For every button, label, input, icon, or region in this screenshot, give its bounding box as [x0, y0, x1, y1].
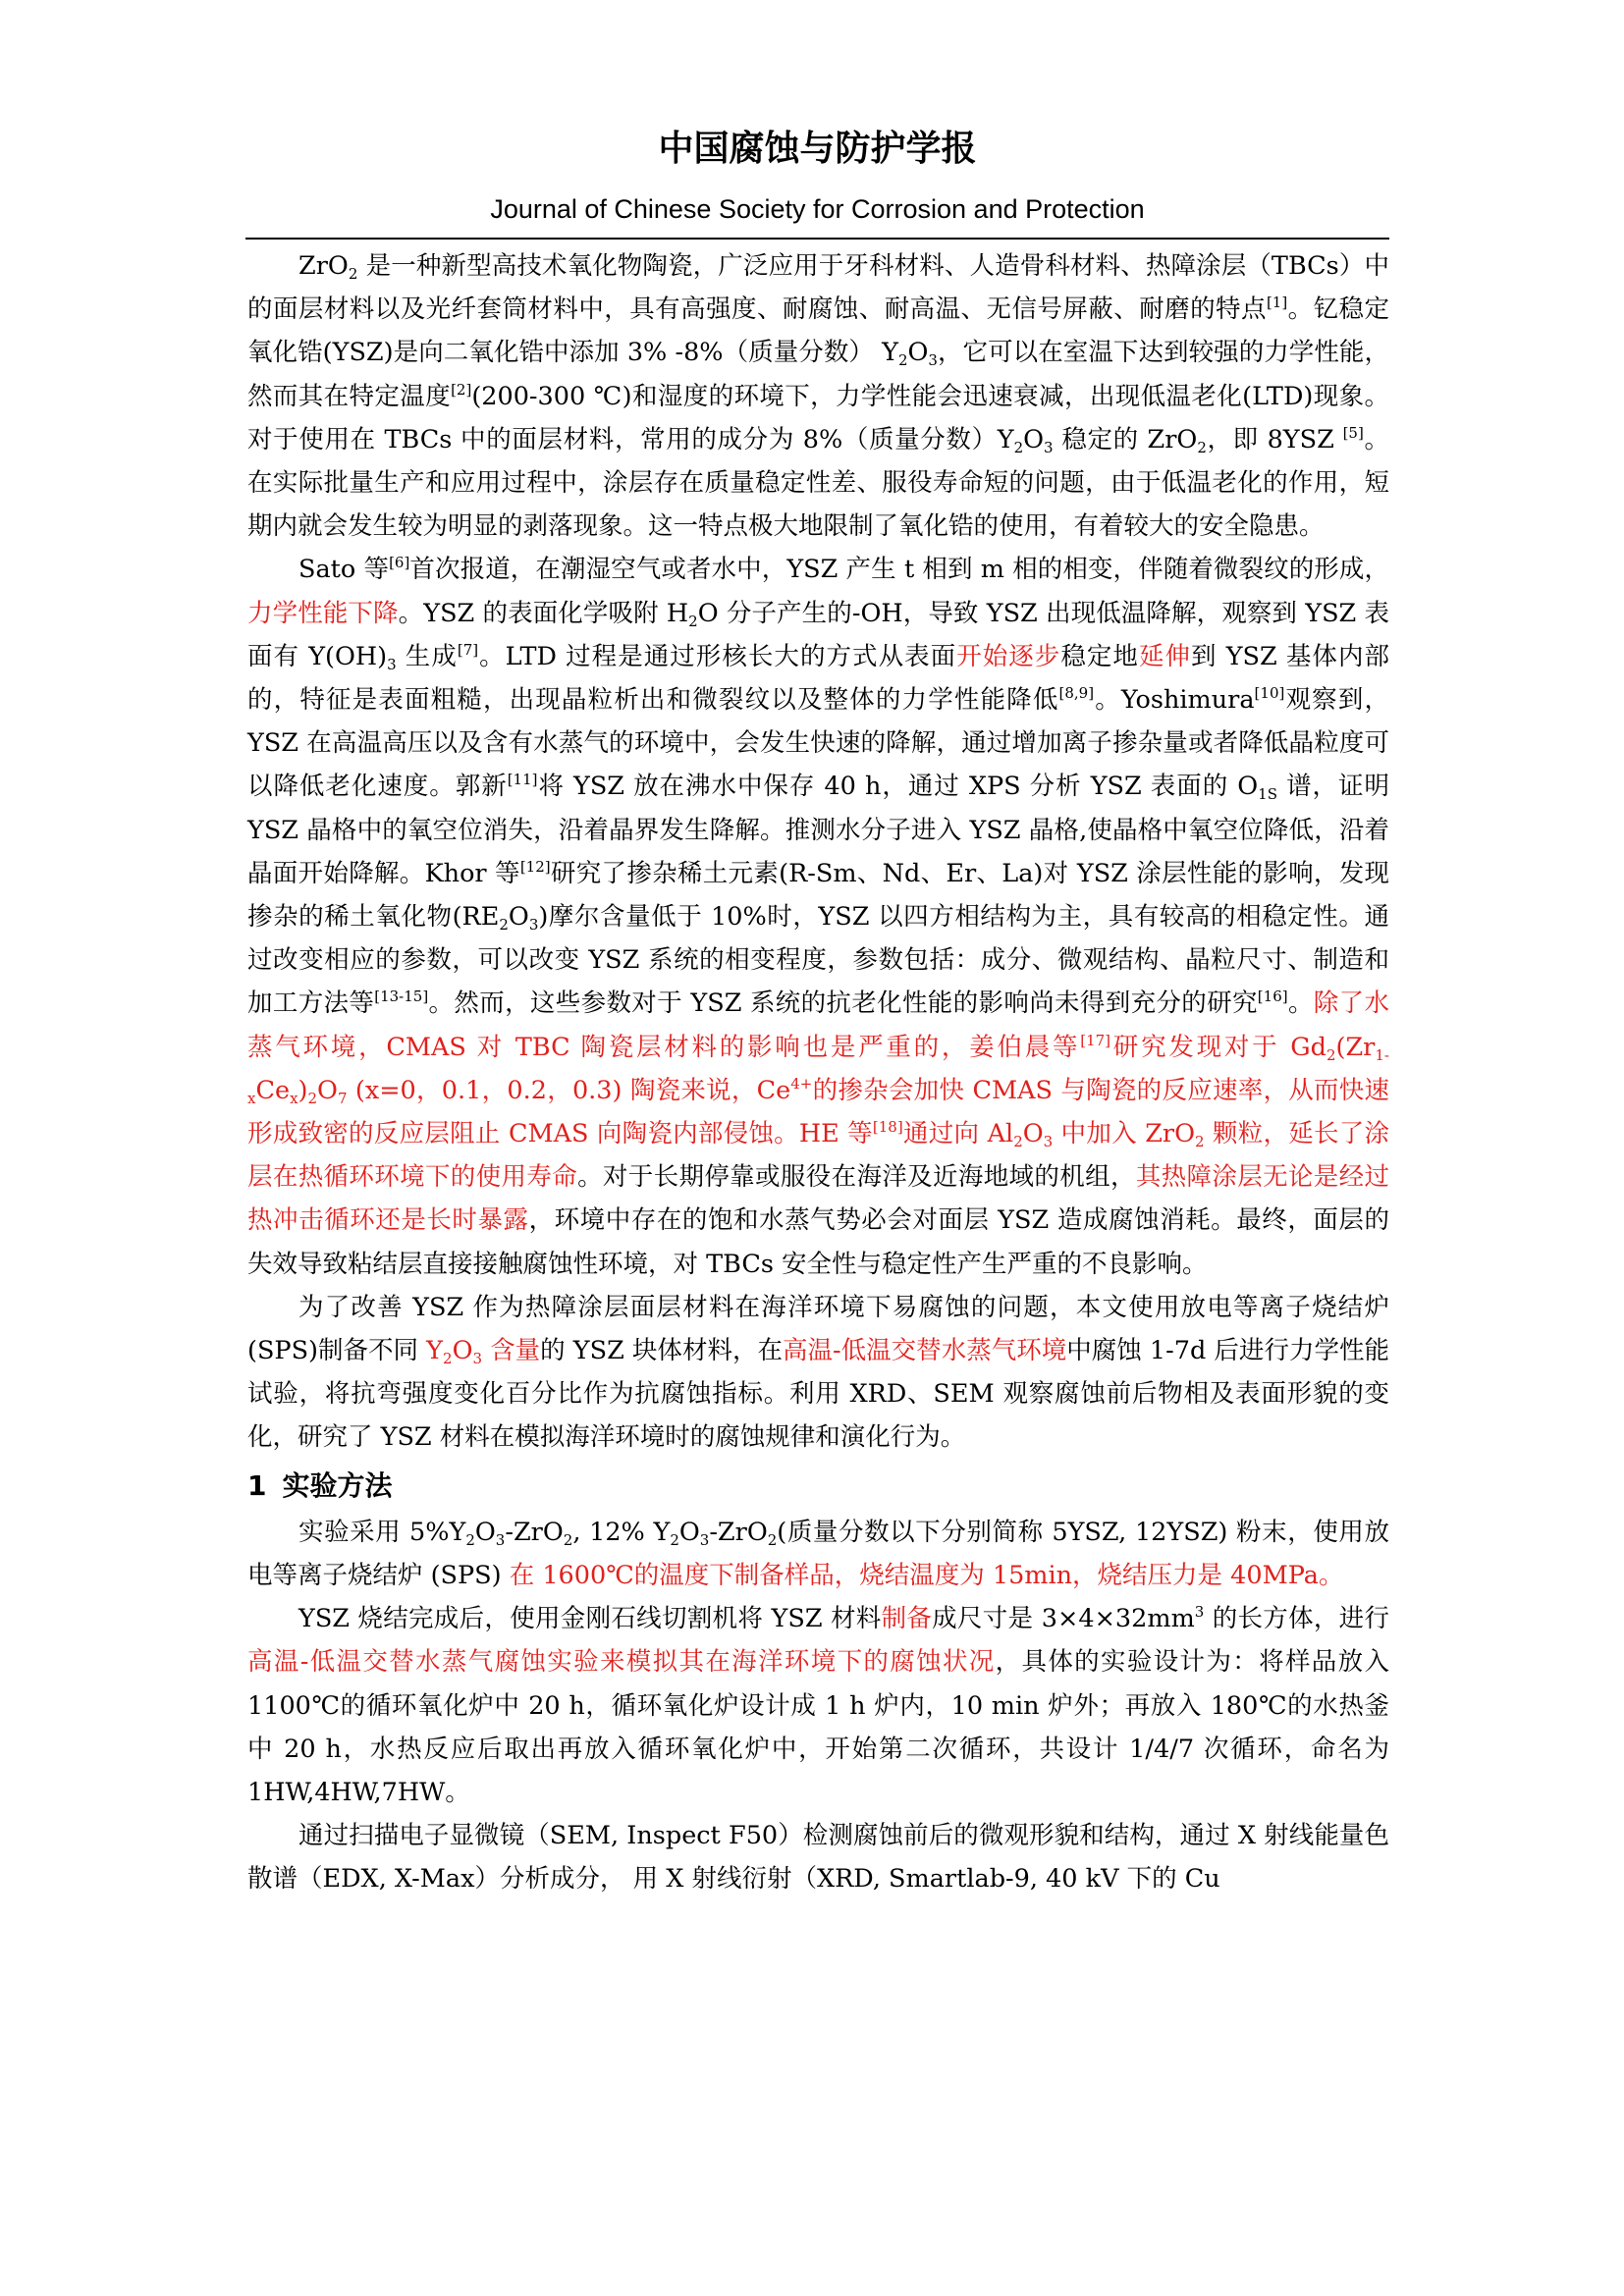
text-run: 的 YSZ 块体材料，在: [540, 1336, 783, 1366]
section-number: 1: [247, 1468, 267, 1502]
text-run: 生成: [396, 641, 458, 671]
highlighted-text-run: 通过向 Al: [902, 1119, 1014, 1149]
highlighted-text-run: 力学性能下降: [247, 598, 399, 628]
subscript: x: [290, 1089, 298, 1107]
highlighted-text-run: Ce: [255, 1075, 291, 1105]
highlighted-text-run: 的掺杂会加快 CMAS 与陶瓷的反应速率，从而快速形成致密的反应层阻止 CMAS 向陶瓷内部侵蚀。HE 等: [247, 1075, 1390, 1149]
text-run: 通过扫描电子显微镜（SEM, Inspect F50）检测腐蚀前后的微观形貌和结构，通过 X 射线能量色散谱（EDX, X-Max）分析成分， 用 X 射线衍射（XRD, Smartlab-9, 40 kV 下的 Cu: [247, 1821, 1389, 1895]
subscript: 2: [1195, 1133, 1205, 1151]
text-run: 。LTD 过程是通过形核长大的方式从表面: [478, 641, 957, 671]
highlighted-text-run: 高温-低温交替水蒸气腐蚀实验来模拟其在海洋环境下的腐蚀状况: [247, 1647, 996, 1678]
superscript: 3: [1194, 1603, 1205, 1622]
text-run: 。对于长期停靠或服役在海洋及近海地域的机组，: [577, 1162, 1136, 1193]
paragraph: [247, 1814, 1389, 1900]
citation-ref: [17]: [1080, 1031, 1111, 1049]
text-run: O: [1023, 424, 1045, 454]
text-run: 。钇稳定氧化锆(YSZ)是向二氧化锆中添加 3% -8%（质量分数） Y: [247, 294, 1389, 368]
highlighted-text-run: (x=0，0.1，0.2，0.3) 陶瓷来说，Ce: [347, 1075, 791, 1105]
paragraph: [247, 1597, 1389, 1814]
text-run: 谱，证明 YSZ 晶格中的氧空位消失，沿着晶界发生降解。推测水分子进入 YSZ 晶格,使晶格中氧空位降低，沿着晶面开始降解。Khor 等: [247, 772, 1389, 888]
subscript: 2: [499, 916, 509, 934]
text-run: 中腐蚀 1-7d 后进行力学性能试验，将抗弯强度变化百分比作为抗腐蚀指标。利用 XRD、SEM 观察腐蚀前后物相及表面形貌的变化，研究了 YSZ 材料在模拟海洋环境时的腐蚀规律和演化行为。: [247, 1336, 1389, 1453]
subscript: 2: [348, 265, 358, 283]
text-run: Sato 等: [298, 555, 390, 585]
text-run: 。然而，这些参数对于 YSZ 系统的抗老化性能的影响尚未得到充分的研究: [428, 988, 1258, 1019]
citation-ref: [2]: [451, 380, 472, 399]
text-run: YSZ 烧结完成后，使用金刚石线切割机将 YSZ 材料: [298, 1604, 882, 1634]
highlighted-text-run: O: [452, 1336, 473, 1366]
text-run: 的长方体，进行: [1204, 1604, 1389, 1634]
highlighted-text-run: 研究发现对于 Gd: [1110, 1032, 1326, 1062]
text-run: (200-300 ℃)和湿度的环境下，力学性能会迅速衰减，出现低温老化(LTD)现象。对于使用在 TBCs 中的面层材料，常用的成分为 8%（质量分数）Y: [247, 381, 1389, 454]
highlighted-text-run: ): [298, 1075, 308, 1105]
subscript: 3: [528, 916, 539, 934]
section-heading: [247, 1462, 1389, 1511]
citation-ref: [18]: [872, 1118, 903, 1137]
text-run: 为了改善 YSZ 作为热障涂层面层材料在海洋环境下易腐蚀的问题，本文使用放电等离子烧结炉(SPS)制备不同: [247, 1292, 1389, 1366]
paragraph: [247, 1286, 1389, 1460]
text-run: -ZrO: [505, 1517, 564, 1547]
highlighted-text-run: Y: [426, 1336, 444, 1366]
subscript: 1S: [1258, 785, 1277, 804]
text-run: 。在实际批量生产和应用过程中，涂层存在质量稳定性差、服役寿命短的问题，由于低温老化的作用，短期内就会发生较为明显的剥落现象。这一特点极大地限制了氧化锆的使用，有着较大的安全隐患。: [247, 424, 1389, 542]
highlighted-text-run: 含量: [482, 1336, 541, 1366]
citation-ref: [6]: [389, 554, 410, 572]
text-run: -ZrO: [709, 1517, 768, 1547]
text-run: 。Yoshimura: [1094, 685, 1255, 716]
subscript: 2: [688, 612, 698, 630]
subscript: 3: [1043, 1133, 1054, 1151]
citation-ref: [8,9]: [1058, 684, 1095, 703]
subscript: 2: [1326, 1045, 1336, 1064]
subscript: 2: [767, 1530, 778, 1549]
highlighted-text-run: 在 1600℃的温度下制备样品，烧结温度为 15min，烧结压力是 40MPa。: [509, 1560, 1344, 1590]
subscript: 1-x: [247, 1045, 1389, 1107]
subscript: 3: [699, 1530, 710, 1549]
text-run: (质量分数以下分别简称 5YSZ, 12YSZ) 粉末，使用放电等离子烧结炉 (SPS): [247, 1517, 1389, 1590]
text-run: 稳定的 ZrO: [1053, 424, 1198, 454]
superscript: 4+: [790, 1074, 813, 1093]
text-run: 。: [1287, 988, 1314, 1019]
text-run: O 分子产生的-OH，导致 YSZ 出现低温降解，观察到 YSZ 表面有 Y(OH): [247, 598, 1389, 671]
subscript: 2: [563, 1530, 573, 1549]
highlighted-text-run: 开始逐步: [956, 641, 1061, 671]
text-run: 。YSZ 的表面化学吸附 H: [398, 598, 689, 628]
subscript: 2: [897, 351, 908, 370]
header-divider: [245, 238, 1389, 240]
citation-ref: [1]: [1266, 294, 1288, 312]
text-run: 实验采用 5%Y: [298, 1517, 466, 1547]
subscript: 2: [443, 1350, 453, 1368]
text-run: )摩尔含量低于 10%时，YSZ 以四方相结构为主，具有较高的相稳定性。通过改变相应的参数，可以改变 YSZ 系统的相变程度，参数包括：成分、微观结构、晶粒尺寸、制造和加工方法等: [247, 902, 1389, 1019]
subscript: 2: [1197, 438, 1207, 456]
citation-ref: [7]: [457, 640, 479, 659]
paragraph: [247, 1511, 1389, 1597]
subscript: 2: [307, 1089, 318, 1107]
text-run: 将 YSZ 放在沸水中保存 40 h，通过 XPS 分析 YSZ 表面的 O: [537, 772, 1259, 802]
citation-ref: [5]: [1342, 423, 1364, 442]
text-run: ，环境中存在的饱和水蒸气势必会对面层 YSZ 造成腐蚀消耗。最终，面层的失效导致粘结层直接接触腐蚀性环境，对 TBCs 安全性与稳定性产生严重的不良影响。: [247, 1205, 1389, 1279]
citation-ref: [12]: [519, 857, 551, 876]
text-run: 观察到，YSZ 在高温高压以及含有水蒸气的环境中，会发生快速的降解，通过增加离子掺杂量或者降低晶粒度可以降低老化速度。郭新: [247, 685, 1389, 802]
citation-ref: [11]: [507, 771, 538, 789]
paragraph: [247, 244, 1389, 548]
journal-title-english: Journal of Chinese Society for Corrosion and Protection: [490, 194, 1145, 224]
text-run: 成尺寸是 3×4×32mm: [932, 1604, 1195, 1634]
text-run: ，即 8YSZ: [1206, 424, 1343, 454]
highlighted-text-run: 中加入 ZrO: [1053, 1119, 1196, 1149]
subscript: 7: [337, 1089, 348, 1107]
text-run: O: [508, 902, 529, 933]
citation-ref: [10]: [1254, 684, 1285, 703]
subscript: 3: [387, 655, 397, 673]
highlighted-text-run: (Zr: [1335, 1032, 1376, 1062]
section-title: 实验方法: [282, 1468, 393, 1502]
subscript: 3: [928, 351, 938, 370]
subscript: 2: [670, 1530, 679, 1549]
text-run: 是一种新型高技术氧化物陶瓷，广泛应用于牙科材料、人造骨科材料、热障涂层（TBCs）中的面层材料以及光纤套筒材料中，具有高强度、耐腐蚀、耐高温、无信号屏蔽、耐磨的特点: [247, 251, 1389, 325]
subscript: 3: [1044, 438, 1054, 456]
subscript: 3: [495, 1530, 506, 1549]
highlighted-text-run: O: [317, 1075, 338, 1105]
text-run: O: [678, 1517, 700, 1547]
journal-title-chinese: 中国腐蚀与防护学报: [658, 129, 977, 169]
subscript: 2: [1013, 438, 1024, 456]
text-run: , 12% Y: [572, 1517, 671, 1547]
paragraph: [247, 548, 1389, 1285]
text-run: 研究了掺杂稀土元素(R-Sm、Nd、Er、La)对 YSZ 涂层性能的影响，发现掺杂的稀土氧化物(RE: [247, 858, 1389, 933]
highlighted-text-run: 制备: [881, 1604, 933, 1634]
text-run: 稳定地: [1060, 641, 1139, 671]
text-run: O: [474, 1517, 496, 1547]
text-run: ，它可以在室温下达到较强的力学性能，然而其在特定温度: [247, 338, 1389, 411]
citation-ref: [13-15]: [374, 988, 429, 1006]
highlighted-text-run: 除了水蒸气环境，CMAS 对 TBC 陶瓷层材料的影响也是严重的，姜伯晨等: [247, 988, 1389, 1062]
article-body: [247, 244, 1389, 1901]
highlighted-text-run: 其热障涂层无论是经过热冲击循环还是长时暴露: [247, 1162, 1389, 1236]
highlighted-text-run: O: [1022, 1119, 1044, 1149]
subscript: 3: [472, 1350, 483, 1368]
highlighted-text-run: 高温-低温交替水蒸气环境: [783, 1336, 1067, 1366]
text-run: 首次报道，在潮湿空气或者水中，YSZ 产生 t 相到 m 相的相变，伴随着微裂纹的形成，: [409, 555, 1389, 585]
highlighted-text-run: 颗粒，延长了涂层在热循环环境下的使用寿命: [247, 1119, 1389, 1193]
subscript: 2: [465, 1530, 475, 1549]
subscript: 2: [1013, 1133, 1023, 1151]
text-run: 到 YSZ 基体内部的，特征是表面粗糙，出现晶粒析出和微裂纹以及整体的力学性能降低: [247, 641, 1389, 716]
text-run: ZrO: [298, 251, 349, 281]
citation-ref: [16]: [1257, 988, 1288, 1006]
highlighted-text-run: 延伸: [1138, 641, 1192, 671]
text-run: O: [907, 338, 929, 368]
text-run: ，具体的实验设计为：将样品放入 1100℃的循环氧化炉中 20 h，循环氧化炉设计成 1 h 炉内，10 min 炉外；再放入 180℃的水热釜中 20 h，水热反应后取出再放入循环氧化炉中，开始第二次循环，共设计 1/4/7 次循环，命名为 1HW,4HW,7HW。: [247, 1647, 1389, 1807]
